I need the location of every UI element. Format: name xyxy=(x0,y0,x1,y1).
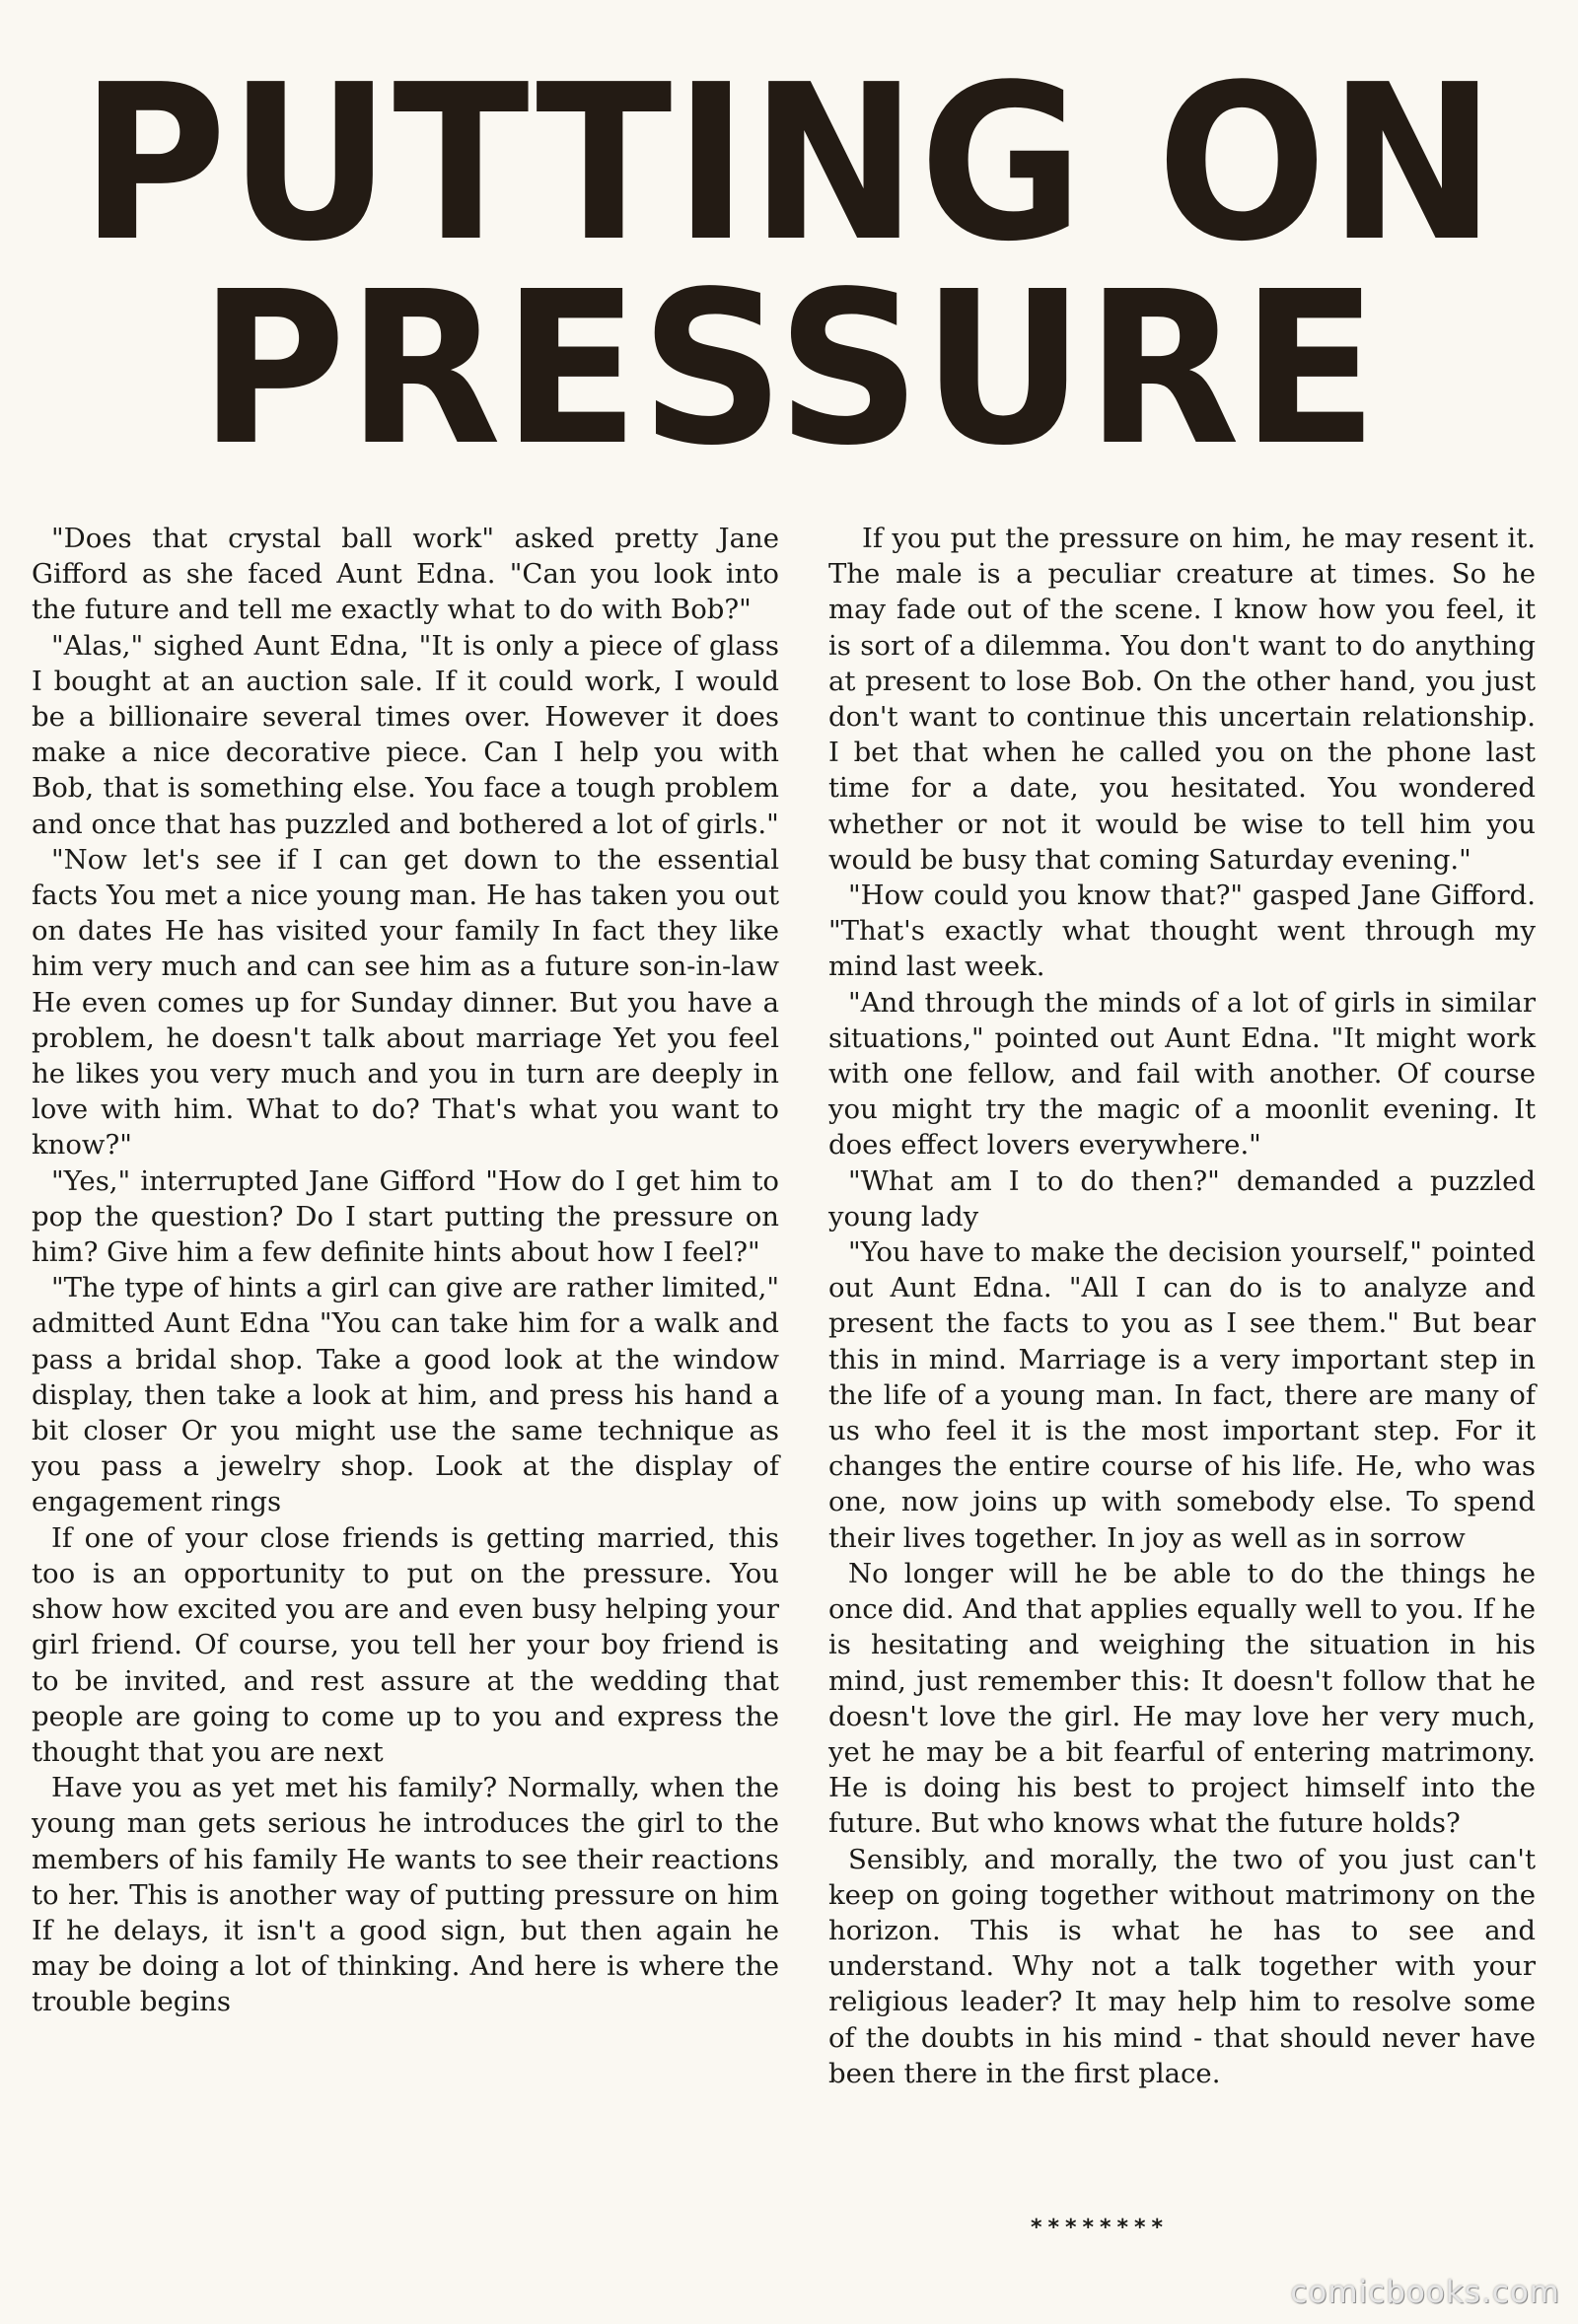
paragraph: "How could you know that?" gasped Jane Gifford. "That's exactly what thought went through my mind last week. xyxy=(828,880,1536,983)
headline-line-2: PRESSURE xyxy=(198,246,1380,492)
paragraph: If you put the pressure on him, he may resent it. The male is a peculiar creature at times. So he may fade out of the scene. I know how you feel, it is sort of a dilemma. You don't want to do anything at present to lose Bob. On the other hand, you just don't want to continue this uncertain relationship. I bet that when he called you on the phone last time for a date, you hesitated. You wondered whether or not it would be wise to tell him you would be busy that coming Saturday evening." xyxy=(828,523,1536,876)
end-of-article-mark: ******** xyxy=(1031,2216,1170,2240)
paragraph: "The type of hints a girl can give are rather limited," admitted Aunt Edna "You can take him for a walk and pass a bridal shop. Take a good look at the window display, then take a look at him, and press his hand a bit closer Or you might use the same technique as you pass a jewelry shop. Look at the display of engagement rings xyxy=(32,1272,779,1518)
site-watermark: comicbooks.com xyxy=(1290,2275,1560,2310)
paragraph: "Now let's see if I can get down to the essential facts You met a nice young man. He has taken you out on dates He has visited your family In fact they like him very much and can see him as a future son-in-law He even comes up for Sunday dinner. But you have a problem, he doesn't talk about marriage Yet you feel he likes you very much and you in turn are deeply in love with him. What to do? That's what you want to know?" xyxy=(32,843,779,1162)
paragraph: "Does that crystal ball work" asked pretty Jane Gifford as she faced Aunt Edna. "Can you look into the future and tell me exactly what to do with Bob?" xyxy=(32,523,779,626)
paragraph: "You have to make the decision yourself," pointed out Aunt Edna. "All I can do is to analyze and present the facts to you as I see them." But bear this in mind. Marriage is a very important step in the life of a young man. In fact, there are many of us who feel it is the most important step. For it changes the entire course of his life. He, who was one, now joins up with somebody else. To spend their lives together. In joy as well as in sorrow xyxy=(828,1236,1536,1554)
paragraph: "Yes," interrupted Jane Gifford "How do I get him to pop the question? Do I start putting the pressure on him? Give him a few definite hints about how I feel?" xyxy=(32,1164,779,1269)
paragraph: "What am I to do then?" demanded a puzzled young lady xyxy=(828,1164,1536,1232)
paragraph: No longer will he be able to do the things he once did. And that applies equally well to you. If he is hesitating and weighing the situation in his mind, just remember this: It doesn't follow that he doesn't love the girl. He may love her very much, yet he may be a bit fearful of entering matrimony. He is doing his best to project himself into the future. But who knows what the future holds? xyxy=(828,1557,1536,1840)
paragraph: "And through the minds of a lot of girls in similar situations," pointed out Aunt Edna. "It might work with one fellow, and fail with another. Of course you might try the magic of a moonlit evening. It does effect lovers everywhere." xyxy=(828,986,1536,1162)
headline-line-1: PUTTING ON xyxy=(80,39,1498,289)
paragraph: Sensibly, and morally, the two of you just can't keep on going together without matrimony on the horizon. This is what he has to see and understand. Why not a talk together with your religious leader? It may help him to resolve some of the doubts in his mind - that should never have been there in the first place. xyxy=(828,1843,1536,2089)
paragraph: Have you as yet met his family? Normally, when the young man gets serious he introduces the girl to the members of his family He wants to see their reactions to her. This is another way of putting pressure on him If he delays, it isn't a good sign, but then again he may be doing a lot of thinking. And here is where the trouble begins xyxy=(32,1772,779,2018)
paragraph: "Alas," sighed Aunt Edna, "It is only a piece of glass I bought at an auction sale. If it could work, I would be a billionaire several times over. However it does make a nice decorative piece. Can I help you with Bob, that is something else. You face a tough problem and once that has puzzled and bothered a lot of girls." xyxy=(32,629,779,840)
paragraph: If one of your close friends is getting married, this too is an opportunity to put on the pressure. You show how excited you are and even busy helping your girl friend. Of course, you tell her your boy friend is to be invited, and rest assure at the wedding that people are going to come up to you and express the thought that you are next xyxy=(32,1521,779,1768)
article-column-right xyxy=(828,521,1536,2091)
article-column-left xyxy=(32,521,779,2020)
